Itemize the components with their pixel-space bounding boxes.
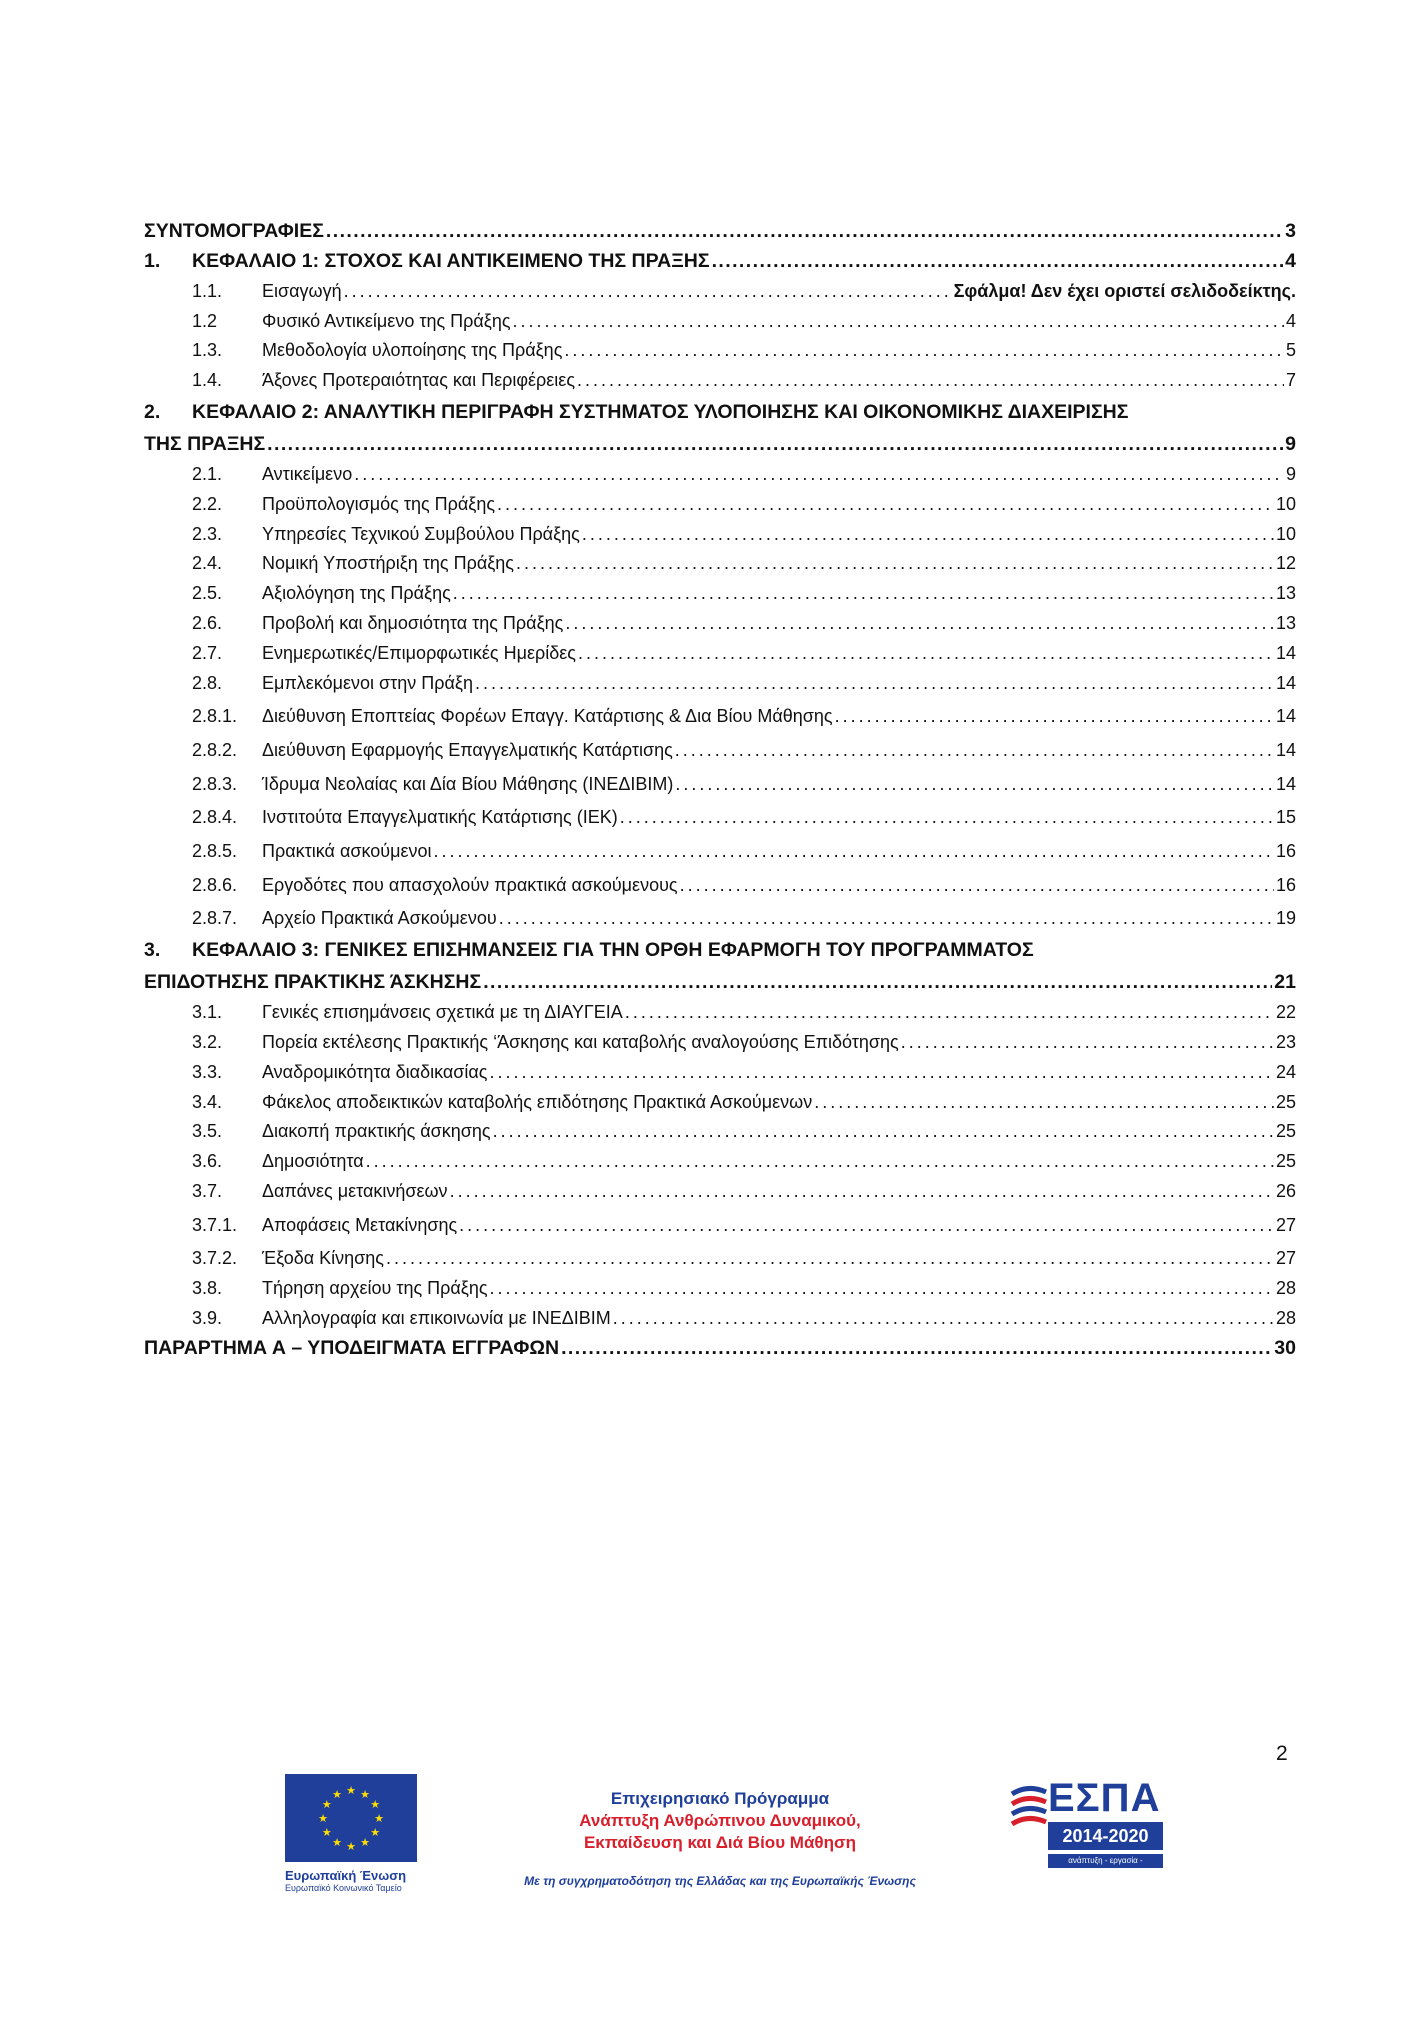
toc-leader-dots: [613, 1306, 1274, 1330]
toc-entry-page: 21: [1274, 971, 1296, 994]
toc-entry-title: Ενημερωτικές/Επιμορφωτικές Ημερίδες: [262, 642, 576, 663]
toc-leader-dots: [712, 249, 1284, 273]
toc-entry-number: 2.8.5.: [192, 841, 238, 861]
eu-star-icon: ★: [332, 1788, 342, 1801]
toc-entry[interactable]: [144, 796, 1296, 830]
toc-entry[interactable]: [144, 930, 1296, 994]
toc-entry[interactable]: [144, 863, 1296, 897]
toc-entry-title: Ίδρυμα Νεολαίας και Δία Βίου Μάθησης (ΙΝΕΔΙΒΙΜ): [262, 773, 674, 794]
toc-entry-title: Άξονες Προτεραιότητας και Περιφέρειες: [262, 370, 575, 391]
toc-leader-dots: [267, 432, 1283, 456]
toc-entry-number: 2.2.: [192, 493, 223, 514]
toc-entry[interactable]: [144, 243, 1296, 274]
toc-leader-dots: [386, 1246, 1274, 1270]
toc-entry[interactable]: [144, 486, 1296, 516]
toc-entry[interactable]: [144, 728, 1296, 762]
toc-entry-number: 2.5.: [192, 583, 223, 604]
toc-leader-dots: [499, 906, 1274, 930]
toc-leader-dots: [814, 1090, 1274, 1114]
page-number: 2: [1276, 1742, 1288, 1765]
espa-swoosh-icon: [1008, 1782, 1048, 1832]
toc-entry-title: Εισαγωγή: [262, 280, 342, 301]
toc-entry-page: 14: [1275, 706, 1296, 727]
toc-entry-page: 27: [1275, 1248, 1296, 1269]
toc-entry-number: 3.7.: [192, 1180, 223, 1201]
toc-entry[interactable]: [144, 1024, 1296, 1054]
toc-entry[interactable]: [144, 665, 1296, 695]
toc-leader-dots: [354, 462, 1284, 486]
toc-entry[interactable]: [144, 362, 1296, 392]
eu-star-icon: ★: [374, 1813, 384, 1825]
toc-entry-title: Ινστιτούτα Επαγγελματικής Κατάρτισης (ΙΕΚ): [262, 807, 618, 828]
toc-leader-dots: [564, 338, 1284, 362]
toc-entry-number: 2.8.2.: [192, 739, 238, 760]
op-logo-line: Επιχειρησιακό Πρόγραμμα: [610, 1789, 830, 1808]
toc-leader-dots: [680, 873, 1274, 897]
toc-entry[interactable]: [144, 1054, 1296, 1084]
toc-entry-page: 28: [1275, 1278, 1296, 1299]
toc-leader-dots: [901, 1030, 1274, 1054]
toc-entry[interactable]: [144, 695, 1296, 729]
operational-programme-logo: [510, 1788, 930, 1888]
toc-entry-page: 5: [1285, 340, 1296, 361]
toc-entry[interactable]: [144, 1114, 1296, 1144]
eu-logo-caption: Ευρωπαϊκή Ένωση: [285, 1868, 407, 1883]
toc-entry-title: Εργοδότες που απασχολούν πρακτικά ασκούμενους: [262, 874, 678, 895]
toc-entry-number: 2.8.4.: [192, 807, 238, 828]
toc-leader-dots: [516, 551, 1274, 575]
eu-star-icon: ★: [321, 1827, 332, 1839]
toc-entry-number: 1.4.: [192, 370, 223, 391]
toc-entry-number: 3.4.: [192, 1091, 223, 1112]
toc-entry-page: 22: [1275, 1002, 1296, 1023]
toc-entry-number: 1.2: [192, 310, 218, 331]
toc-entry-title: Διεύθυνση Εποπτείας Φορέων Επαγγ. Κατάρτισης & Δια Βίου Μάθησης: [262, 706, 833, 727]
toc-leader-dots: [582, 522, 1274, 546]
toc-entry-title: Υπηρεσίες Τεχνικού Συμβούλου Πράξης: [262, 523, 580, 544]
toc-entry-title: ΚΕΦΑΛΑΙΟ 3: ΓΕΝΙΚΕΣ ΕΠΙΣΗΜΑΝΣΕΙΣ ΓΙΑ ΤΗΝ ΟΡΘΗ ΕΦΑΡΜΟΓΗ ΤΟΥ ΠΡΟΓΡΑΜΜΑΤΟΣ: [192, 939, 1034, 962]
toc-entry-page: 7: [1285, 370, 1296, 391]
toc-entry-number: 3.6.: [192, 1151, 223, 1172]
eu-star-icon: ★: [346, 1841, 356, 1853]
toc-entry[interactable]: [144, 516, 1296, 546]
eu-star-icon: ★: [360, 1837, 370, 1850]
toc-leader-dots: [577, 368, 1284, 392]
toc-entry-number: 3.7.1.: [192, 1214, 238, 1235]
toc-entry-title: Μεθοδολογία υλοποίησης της Πράξης: [262, 340, 563, 361]
toc-entry[interactable]: [144, 762, 1296, 796]
toc-entry-page: 10: [1275, 493, 1296, 514]
espa-tagline: ανάπτυξη - εργασία - αλληλεγγύη: [1048, 1854, 1163, 1868]
toc-entry[interactable]: [144, 1270, 1296, 1300]
toc-entry-number: 3.1.: [192, 1002, 223, 1023]
toc-leader-dots: [475, 671, 1274, 695]
toc-entry[interactable]: [144, 456, 1296, 486]
toc-entry-page: 16: [1275, 841, 1296, 861]
toc-leader-dots: [497, 492, 1274, 516]
eu-star-icon: ★: [370, 1799, 381, 1811]
eu-flag-icon: [285, 1774, 417, 1862]
toc-leader-dots: [483, 970, 1272, 994]
toc-entry-page: 14: [1275, 773, 1296, 794]
toc-entry-title: Νομική Υποστήριξη της Πράξης: [262, 553, 514, 574]
eu-star-icon: ★: [360, 1788, 370, 1801]
toc-list: [144, 212, 1296, 1360]
toc-leader-dots: [675, 772, 1274, 796]
toc-entry-page: 14: [1275, 739, 1296, 760]
toc-entry-page: 25: [1275, 1121, 1296, 1142]
toc-entry-title: Έξοδα Κίνησης: [262, 1248, 384, 1269]
toc-leader-dots: [434, 839, 1274, 863]
toc-entry[interactable]: [144, 829, 1296, 863]
toc-entry-title-continued: ΕΠΙΔΟΤΗΣΗΣ ΠΡΑΚΤΙΚΗΣ ΆΣΚΗΣΗΣ: [144, 971, 482, 994]
toc-leader-dots: [565, 611, 1274, 635]
eu-logo-subcaption: Ευρωπαϊκό Κοινωνικό Ταμείο: [285, 1883, 402, 1893]
toc-entry-page: 28: [1275, 1307, 1296, 1328]
toc-entry-title-continued: ΤΗΣ ΠΡΑΞΗΣ: [144, 433, 266, 456]
toc-entry-page: Σφάλμα! Δεν έχει οριστεί σελιδοδείκτης.: [953, 280, 1296, 301]
toc-entry-page: 27: [1275, 1214, 1296, 1235]
toc-entry[interactable]: [144, 392, 1296, 456]
toc-leader-dots: [625, 1000, 1274, 1024]
eu-star-icon: ★: [370, 1827, 381, 1839]
toc-entry-title: Εμπλεκόμενοι στην Πράξη: [262, 672, 473, 693]
toc-entry[interactable]: [144, 303, 1296, 333]
toc-entry-page: 9: [1285, 433, 1296, 456]
toc-entry[interactable]: [144, 1300, 1296, 1330]
toc-entry-page: 16: [1275, 874, 1296, 895]
toc-entry-title: Τήρηση αρχείου της Πράξης: [262, 1278, 488, 1299]
toc-entry-number: 1.3.: [192, 340, 223, 361]
toc-entry-title: ΣΥΝΤΟΜΟΓΡΑΦΙΕΣ: [144, 219, 324, 242]
toc-entry-title: Αντικείμενο: [262, 463, 353, 484]
toc-leader-dots: [489, 1060, 1274, 1084]
toc-entry-title: Δαπάνες μετακινήσεων: [262, 1180, 448, 1201]
toc-entry-page: 14: [1275, 672, 1296, 693]
toc-entry-number: 2.8.3.: [192, 773, 238, 794]
toc-entry-page: 23: [1275, 1031, 1296, 1052]
espa-years: 2014-2020: [1048, 1822, 1163, 1850]
toc-entry-number: 2.3.: [192, 523, 223, 544]
toc-entry-number: 3.3.: [192, 1061, 223, 1082]
toc-entry-page: 14: [1275, 642, 1296, 663]
toc-entry[interactable]: [144, 605, 1296, 635]
toc-entry-page: 4: [1285, 250, 1296, 272]
toc-entry-title: Αξιολόγηση της Πράξης: [262, 583, 451, 604]
toc-entry-title: ΚΕΦΑΛΑΙΟ 1: ΣΤΟΧΟΣ ΚΑΙ ΑΝΤΙΚΕΙΜΕΝΟ ΤΗΣ ΠΡΑΞΗΣ: [192, 250, 710, 272]
eu-star-icon: ★: [332, 1837, 342, 1850]
toc-entry-number: 3.7.2.: [192, 1248, 238, 1269]
toc-leader-dots: [453, 581, 1274, 605]
toc-entry-number: 2.7.: [192, 642, 223, 663]
toc-entry-title: Δημοσιότητα: [262, 1151, 364, 1172]
toc-entry-title: Προϋπολογισμός της Πράξης: [262, 493, 496, 514]
toc-entry-title: ΚΕΦΑΛΑΙΟ 2: ΑΝΑΛΥΤΙΚΗ ΠΕΡΙΓΡΑΦΗ ΣΥΣΤΗΜΑΤΟΣ ΥΛΟΠΟΙΗΣΗΣ ΚΑΙ ΟΙΚΟΝΟΜΙΚΗΣ ΔΙΑΧΕΙΡΙΣΗΣ: [192, 401, 1129, 424]
toc-entry-title: Αποφάσεις Μετακίνησης: [262, 1214, 458, 1235]
toc-entry-page: 19: [1275, 908, 1296, 929]
toc-entry-number: 2.8.1.: [192, 706, 238, 727]
toc-entry[interactable]: [144, 1084, 1296, 1114]
toc-entry[interactable]: [144, 333, 1296, 363]
eu-star-icon: ★: [346, 1785, 356, 1797]
toc-leader-dots: [835, 704, 1274, 728]
toc-leader-dots: [366, 1149, 1274, 1173]
espa-title: ΕΣΠΑ: [1048, 1776, 1161, 1820]
toc-entry-number: 2.: [144, 401, 161, 424]
eu-logo: [285, 1774, 420, 1893]
toc-entry-number: 3.9.: [192, 1307, 223, 1328]
toc-entry-title: Αλληλογραφία και επικοινωνία με ΙΝΕΔΙΒΙΜ: [262, 1307, 611, 1328]
toc-entry-number: 3.5.: [192, 1121, 223, 1142]
toc-entry-title: Φάκελος αποδεικτικών καταβολής επιδότησης Πρακτικά Ασκούμενων: [262, 1091, 813, 1112]
toc-leader-dots: [326, 219, 1283, 243]
toc-leader-dots: [620, 805, 1274, 829]
toc-entry-number: 2.8.7.: [192, 908, 238, 929]
toc-entry-page: 25: [1275, 1091, 1296, 1112]
toc-entry-title: ΠΑΡΑΡΤΗΜΑ Α – ΥΠΟΔΕΙΓΜΑΤΑ ΕΓΓΡΑΦΩΝ: [144, 1337, 560, 1360]
toc-entry-title: Προβολή και δημοσιότητα της Πράξης: [262, 612, 564, 633]
op-logo-line: Ανάπτυξη Ανθρώπινου Δυναμικού,: [579, 1811, 861, 1830]
toc-entry-page: 26: [1275, 1180, 1296, 1201]
toc-entry-number: 2.6.: [192, 612, 223, 633]
toc-entry-page: 9: [1285, 463, 1296, 484]
toc-entry-number: 3.2.: [192, 1031, 223, 1052]
eu-star-icon: ★: [321, 1799, 332, 1811]
toc-entry-title: Διεύθυνση Εφαρμογής Επαγγελματικής Κατάρτισης: [262, 739, 673, 760]
toc-entry-title: Γενικές επισημάνσεις σχετικά με τη ΔΙΑΥΓΕΙΑ: [262, 1002, 623, 1023]
toc-entry-number: 1.1.: [192, 280, 223, 301]
toc-entry[interactable]: [144, 1237, 1296, 1271]
toc-entry-title: Αναδρομικότητα διαδικασίας: [262, 1061, 488, 1082]
toc-entry-number: 2.1.: [192, 463, 223, 484]
toc-entry[interactable]: [144, 273, 1296, 303]
toc-entry[interactable]: [144, 1173, 1296, 1203]
toc-entry-title: Φυσικό Αντικείμενο της Πράξης: [262, 310, 511, 331]
toc-entry-page: 13: [1275, 583, 1296, 604]
toc-entry[interactable]: [144, 635, 1296, 665]
toc-entry-page: 15: [1275, 807, 1296, 828]
toc-leader-dots: [675, 738, 1274, 762]
toc-entry-number: 2.4.: [192, 553, 223, 574]
toc-entry[interactable]: [144, 994, 1296, 1024]
toc-leader-dots: [493, 1119, 1274, 1143]
toc-leader-dots: [344, 279, 952, 303]
toc-entry-title: Διακοπή πρακτικής άσκησης: [262, 1121, 491, 1142]
toc-leader-dots: [490, 1276, 1274, 1300]
toc-entry-number: 2.8.6.: [192, 874, 238, 895]
toc-leader-dots: [459, 1213, 1274, 1237]
toc-entry[interactable]: [144, 575, 1296, 605]
op-logo-line: Εκπαίδευση και Διά Βίου Μάθηση: [583, 1833, 857, 1852]
toc-entry-page: 24: [1275, 1061, 1296, 1082]
cofunding-statement: Με τη συγχρηματοδότηση της Ελλάδας και της Ευρωπαϊκής Ένωσης: [524, 1874, 916, 1888]
toc-entry-page: 4: [1285, 310, 1296, 331]
toc-entry-title: Πρακτικά ασκούμενοι: [262, 841, 432, 861]
toc-entry-number: 1.: [144, 250, 161, 272]
toc-leader-dots: [561, 1336, 1272, 1360]
toc-entry-number: 2.8.: [192, 672, 223, 693]
toc-entry[interactable]: [144, 1330, 1296, 1361]
toc-entry[interactable]: [144, 1203, 1296, 1237]
toc-leader-dots: [578, 641, 1274, 665]
toc-entry[interactable]: [144, 1143, 1296, 1173]
espa-logo: [1008, 1776, 1163, 1879]
toc-entry-page: 13: [1275, 612, 1296, 633]
toc-entry-page: 3: [1285, 219, 1296, 242]
toc-entry-page: 30: [1274, 1337, 1296, 1360]
toc-entry[interactable]: [144, 897, 1296, 931]
toc-entry[interactable]: [144, 212, 1296, 243]
toc-leader-dots: [450, 1179, 1274, 1203]
eu-star-icon: ★: [318, 1813, 328, 1825]
toc-entry-title: Πορεία εκτέλεσης Πρακτικής ‘Άσκησης και καταβολής αναλογούσης Επιδότησης: [262, 1031, 899, 1052]
toc-leader-dots: [513, 309, 1284, 333]
toc-entry-number: 3.8.: [192, 1278, 223, 1299]
toc-entry[interactable]: [144, 546, 1296, 576]
toc-entry-page: 10: [1275, 523, 1296, 544]
toc-entry-title: Αρχείο Πρακτικά Ασκούμενου: [262, 908, 497, 929]
toc-entry-page: 25: [1275, 1151, 1296, 1172]
toc-entry-number: 3.: [144, 939, 161, 962]
toc-entry-page: 12: [1275, 553, 1296, 574]
